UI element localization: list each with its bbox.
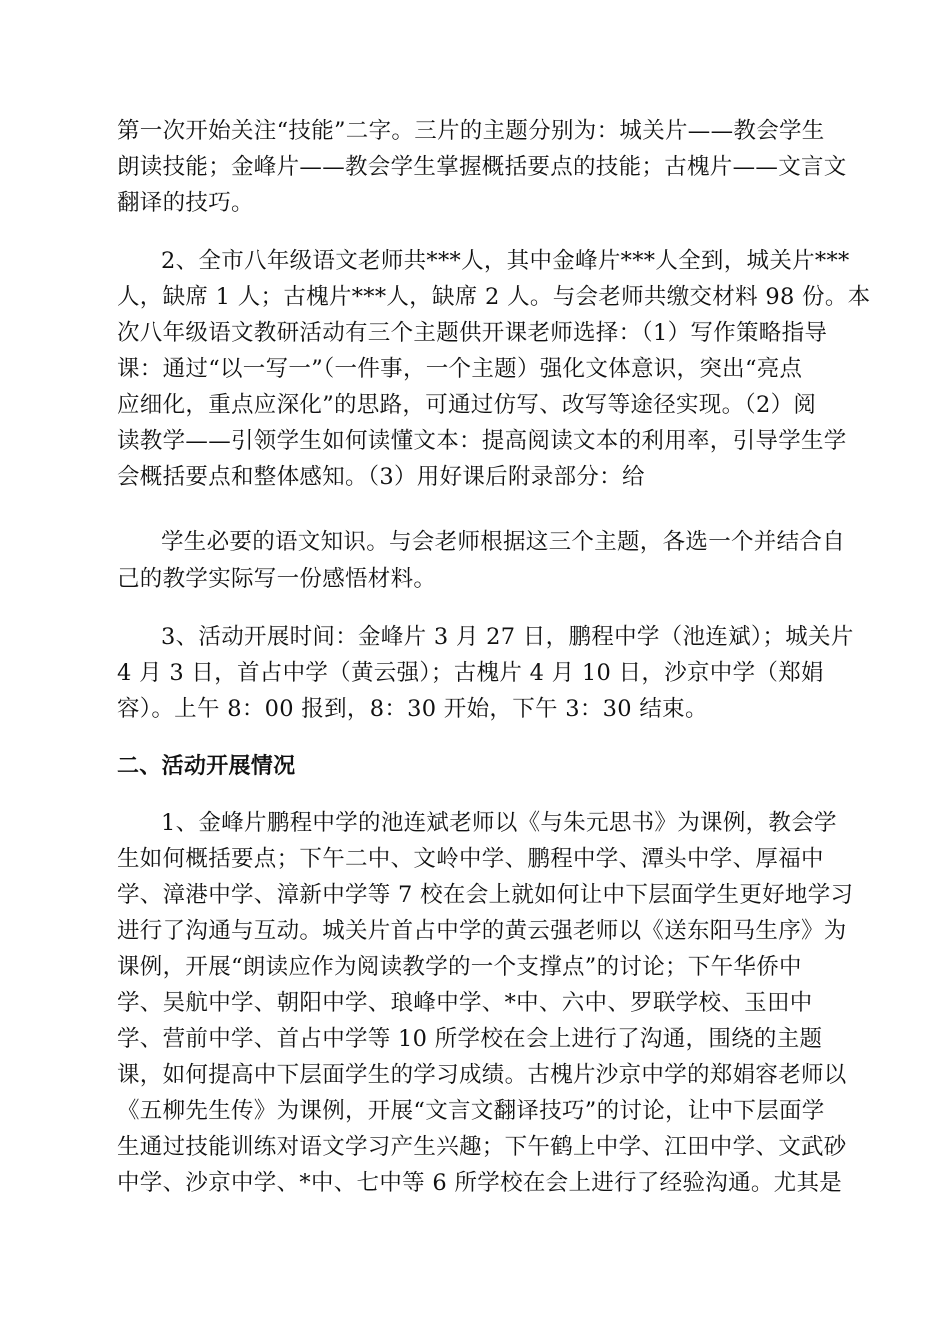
text-line: 《五柳先生传》为课例，开展“文言文翻译技巧”的讨论，让中下层面学 xyxy=(117,1098,825,1124)
text-line: 容）。上午 8：00 报到，8：30 开始，下午 3：30 结束。 xyxy=(117,696,708,722)
text-line: 应细化，重点应深化”的思路，可通过仿写、改写等途径实现。（2）阅 xyxy=(117,392,817,418)
text-line: 翻译的技巧。 xyxy=(117,190,254,216)
text-line: 学、漳港中学、漳新中学等 7 校在会上就如何让中下层面学生更好地学习 xyxy=(117,882,854,908)
text-line: 次八年级语文教研活动有三个主题供开课老师选择：（1）写作策略指导 xyxy=(117,320,828,346)
text-line: 进行了沟通与互动。城关片首占中学的黄云强老师以《送东阳马生序》为 xyxy=(117,918,847,944)
text-line: 会概括要点和整体感知。（3）用好课后附录部分：给 xyxy=(117,464,645,490)
text-line: 朗读技能；金峰片——教会学生掌握概括要点的技能；古槐片——文言文 xyxy=(117,154,847,180)
text-line: 4 月 3 日，首占中学（黄云强）；古槐片 4 月 10 日，沙京中学（郑娟 xyxy=(117,660,824,686)
text-line: 第一次开始关注“技能”二字。三片的主题分别为：城关片——教会学生 xyxy=(117,118,825,144)
text-line: 1、金峰片鹏程中学的池连斌老师以《与朱元思书》为课例，教会学 xyxy=(161,810,837,836)
text-line: 3、活动开展时间：金峰片 3 月 27 日，鹏程中学（池连斌）；城关片 xyxy=(161,624,854,650)
text-line: 课，如何提高中下层面学生的学习成绩。古槐片沙京中学的郑娟容老师以 xyxy=(117,1062,847,1088)
text-line: 中学、沙京中学、*中、七中等 6 所学校在会上进行了经验沟通。尤其是 xyxy=(117,1170,843,1196)
section-heading: 二、活动开展情况 xyxy=(117,754,296,779)
text-line: 学、营前中学、首占中学等 10 所学校在会上进行了沟通，围绕的主题 xyxy=(117,1026,823,1052)
text-line: 课例，开展“朗读应作为阅读教学的一个支撑点”的讨论；下午华侨中 xyxy=(117,954,802,980)
text-line: 读教学——引领学生如何读懂文本：提高阅读文本的利用率，引导学生学 xyxy=(117,428,847,454)
text-line: 己的教学实际写一份感悟材料。 xyxy=(117,566,437,592)
text-line: 学生必要的语文知识。与会老师根据这三个主题，各选一个并结合自 xyxy=(161,529,846,555)
text-line: 生如何概括要点；下午二中、文岭中学、鹏程中学、潭头中学、厚福中 xyxy=(117,846,824,872)
text-line: 2、全市八年级语文老师共***人，其中金峰片***人全到，城关片*** xyxy=(161,248,850,274)
text-line: 人，缺席 1 人；古槐片***人，缺席 2 人。与会老师共缴交材料 98 份。本 xyxy=(117,284,871,310)
text-line: 学、吴航中学、朝阳中学、琅峰中学、*中、六中、罗联学校、玉田中 xyxy=(117,990,813,1016)
text-line: 生通过技能训练对语文学习产生兴趣；下午鹤上中学、江田中学、文武砂 xyxy=(117,1134,847,1160)
text-line: 课：通过“以一写一”（一件事，一个主题）强化文体意识，突出“亮点 xyxy=(117,356,803,382)
